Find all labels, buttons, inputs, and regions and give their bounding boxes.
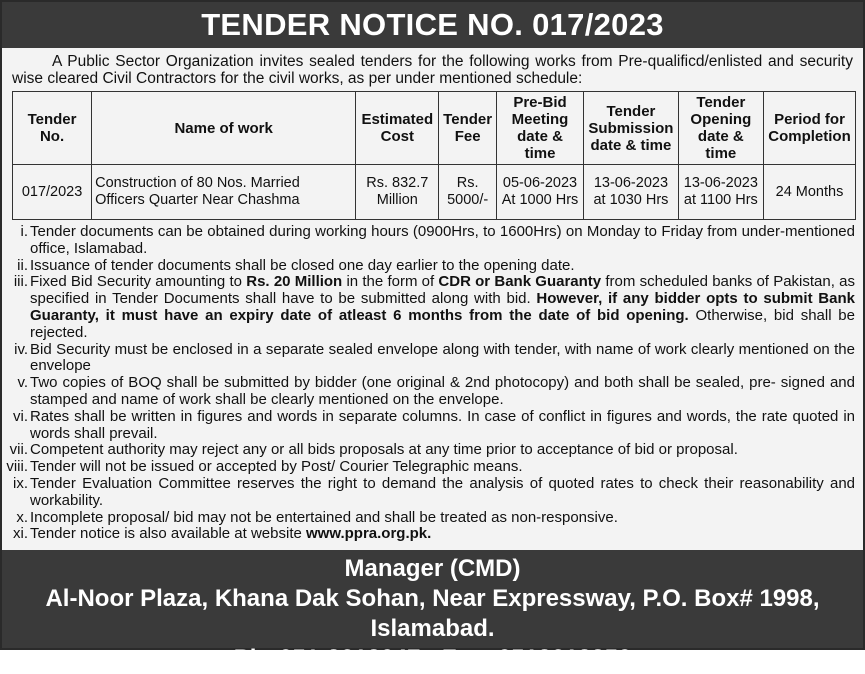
item-text: Rates shall be written in figures and words in separate columns. In case of conflict in figures and words, the rate quoted in words shall prevail. bbox=[30, 407, 855, 442]
item-text: Incomplete proposal/ bid may not be entertained and shall be treated as non-responsive. bbox=[30, 508, 618, 526]
item-number: ix. bbox=[13, 474, 28, 492]
manager-title: Manager (CMD) bbox=[344, 555, 521, 582]
list-item bbox=[2, 510, 863, 527]
conditions-list bbox=[2, 224, 863, 543]
bid-security-amount: Rs. 20 Million bbox=[246, 273, 343, 291]
office-address: Al-Noor Plaza, Khana Dak Sohan, Near Expressway, P.O. Box# 1998, Islamabad. bbox=[45, 585, 820, 642]
list-item bbox=[2, 375, 863, 409]
item-text: in the form of bbox=[342, 273, 439, 291]
item-text: Tender will not be issued or accepted by Post/ Courier Telegraphic means. bbox=[30, 458, 523, 476]
item-number: vi. bbox=[13, 407, 28, 425]
cell-tender-fee: Rs. 5000/- bbox=[439, 165, 496, 220]
item-text: Fixed Bid Security amounting to bbox=[30, 273, 247, 291]
header-tender-fee: Tender Fee bbox=[439, 92, 496, 165]
contact-footer bbox=[2, 550, 863, 672]
item-text: Two copies of BOQ shall be submitted by bidder (one original & 2nd photocopy) and both shall be sealed, pre- signed and stamped and name of work shall be clearly mentioned on the envelope. bbox=[30, 374, 855, 408]
list-item bbox=[2, 476, 863, 510]
item-number: v. bbox=[17, 374, 28, 392]
header-estimated-cost: Estimated Cost bbox=[356, 92, 439, 165]
list-item bbox=[2, 274, 863, 341]
list-item bbox=[2, 459, 863, 476]
phone-fax: Ph: 051-2612047 - Fax: 0512612250 bbox=[233, 645, 632, 672]
header-opening: Tender Opening date & time bbox=[678, 92, 763, 165]
tender-schedule-table bbox=[12, 91, 856, 220]
list-item bbox=[2, 258, 863, 275]
item-number: i. bbox=[20, 223, 28, 240]
header-pre-bid: Pre-Bid Meeting date & time bbox=[496, 92, 583, 165]
item-number: vii. bbox=[9, 441, 28, 459]
header-name-of-work: Name of work bbox=[92, 92, 356, 165]
item-text: Competent authority may reject any or all bids proposals at any time prior to acceptance of bid or proposal. bbox=[30, 441, 738, 459]
list-item bbox=[2, 342, 863, 376]
item-number: x. bbox=[16, 508, 28, 526]
item-text: Bid Security must be enclosed in a separate sealed envelope along with tender, with name of work clearly mentioned on the envelope bbox=[30, 340, 855, 375]
item-text: Otherwise, bid shall be rejected. bbox=[30, 306, 855, 341]
header-submission: Tender Submission date & time bbox=[584, 92, 679, 165]
cell-opening: 13-06-2023 at 1100 Hrs bbox=[678, 165, 763, 220]
cell-period: 24 Months bbox=[763, 165, 855, 220]
header-period: Period for Completion bbox=[763, 92, 855, 165]
bid-security-form: CDR or Bank Guaranty bbox=[438, 273, 602, 291]
item-text: Issuance of tender documents shall be closed one day earlier to the opening date. bbox=[30, 256, 575, 274]
item-number: iv. bbox=[14, 340, 28, 358]
table-header-row bbox=[13, 92, 856, 165]
website-link[interactable]: www.ppra.org.pk. bbox=[306, 525, 432, 543]
item-number: viii. bbox=[6, 458, 28, 476]
cell-tender-no: 017/2023 bbox=[13, 165, 92, 220]
list-item bbox=[2, 442, 863, 459]
bank-guaranty-note: However, if any bidder opts to submit Bank Guaranty, it must have an expiry date of atleast 6 months from the date of bid opening. bbox=[30, 290, 855, 324]
list-item bbox=[2, 224, 863, 258]
notice-title: TENDER NOTICE NO. 017/2023 bbox=[2, 2, 863, 48]
item-text: Tender notice is also available at website bbox=[30, 525, 306, 543]
header-tender-no: Tender No. bbox=[13, 92, 92, 165]
item-text: Tender documents can be obtained during working hours (0900Hrs, to 1600Hrs) on Monday to Friday from under-mentioned office, Islamabad. bbox=[30, 223, 855, 257]
cell-name-of-work: Construction of 80 Nos. Married Officers Quarter Near Chashma bbox=[92, 165, 356, 220]
intro-paragraph: A Public Sector Organization invites sealed tenders for the following works from Pre-qualificd/enlisted and security wise cleared Civil Contractors for the civil works, as per under mentioned schedule: bbox=[12, 53, 853, 87]
item-number: xi. bbox=[13, 525, 28, 543]
item-number: ii. bbox=[17, 256, 28, 274]
cell-pre-bid: 05-06-2023 At 1000 Hrs bbox=[496, 165, 583, 220]
cell-estimated-cost: Rs. 832.7 Million bbox=[356, 165, 439, 220]
item-number: iii. bbox=[13, 273, 28, 291]
list-item bbox=[2, 526, 863, 543]
table-row bbox=[13, 165, 856, 220]
item-text: from scheduled banks of Pakistan, as specified in Tender Documents shall have to be submitted along with bid. bbox=[30, 273, 855, 308]
list-item bbox=[2, 409, 863, 443]
item-text: Tender Evaluation Committee reserves the right to demand the analysis of quoted rates to check their reasonability and workability. bbox=[30, 474, 855, 509]
cell-submission: 13-06-2023 at 1030 Hrs bbox=[584, 165, 679, 220]
